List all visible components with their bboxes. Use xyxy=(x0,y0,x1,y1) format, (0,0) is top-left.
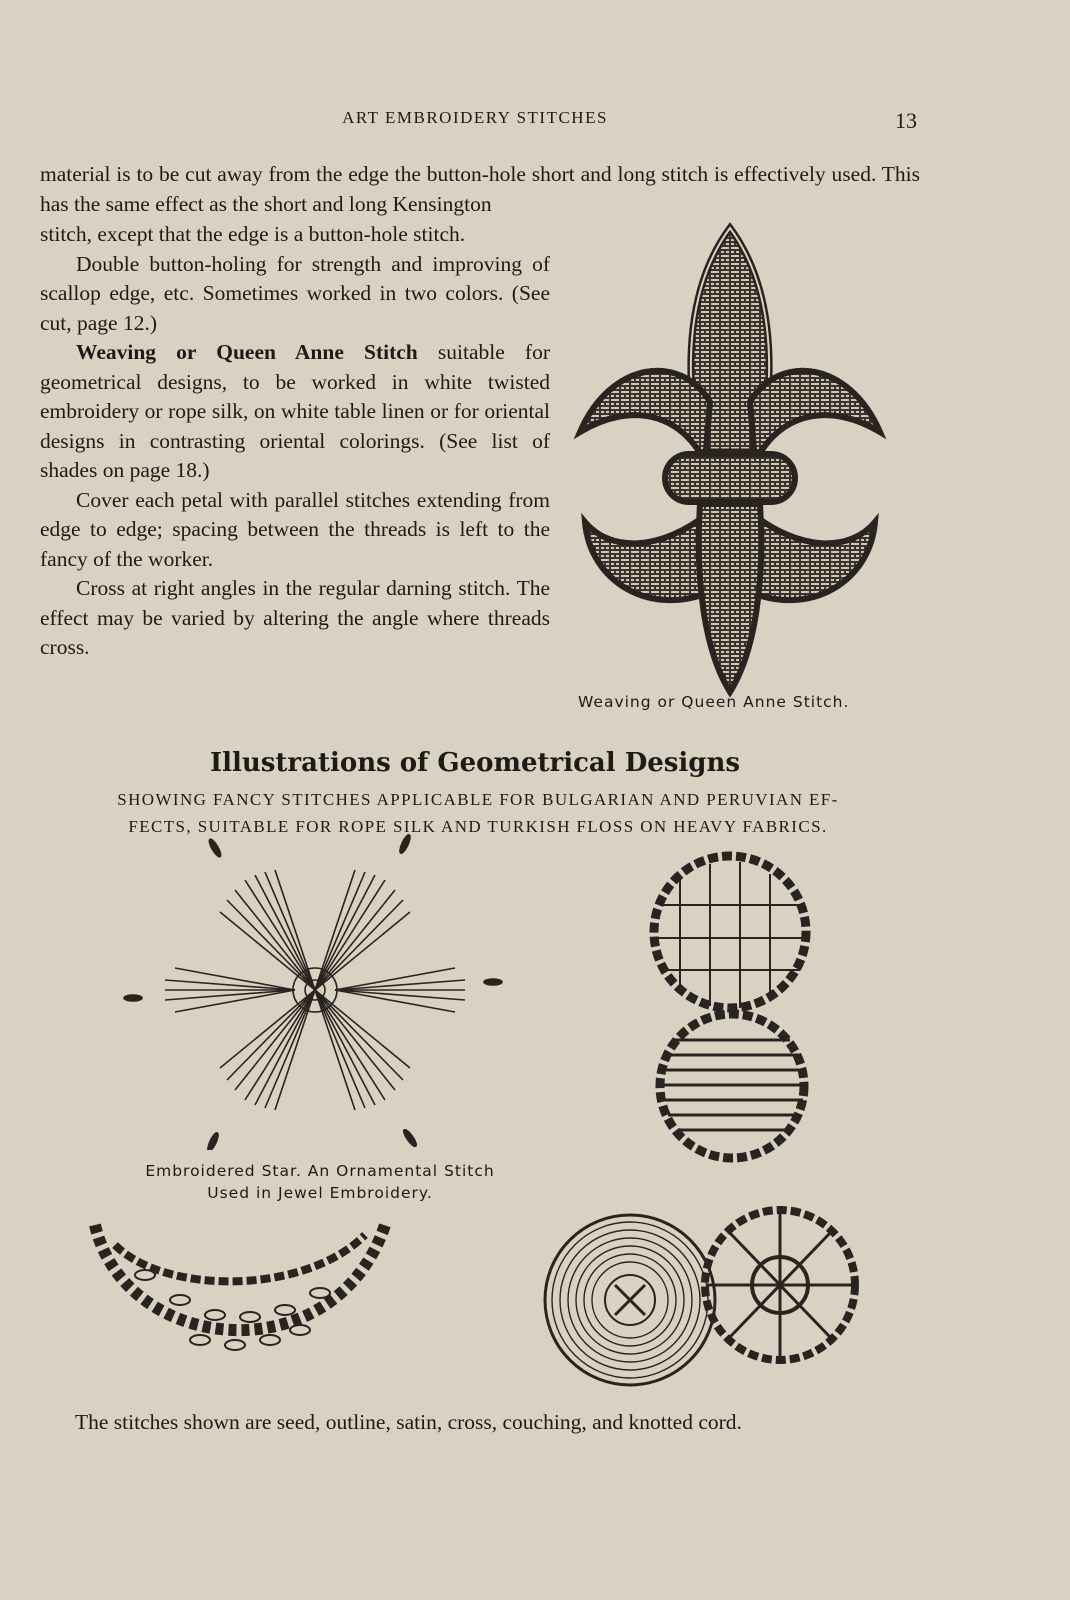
left-column xyxy=(40,220,550,663)
section-subtitle-line2: FECTS, SUITABLE FOR ROPE SILK AND TURKISH FLOSS ON HEAVY FABRICS. xyxy=(128,817,828,836)
cover-petal-paragraph: Cover each petal with parallel stitches extending from edge to edge; spacing between the threads is left to the fancy of the worker. xyxy=(40,487,550,571)
embroidered-star-illustration xyxy=(115,830,515,1150)
intro-block xyxy=(40,160,920,219)
weaving-lead: Weaving or Queen Anne Stitch xyxy=(76,340,418,364)
star-caption xyxy=(110,1160,530,1204)
weaving-paragraph xyxy=(40,338,550,486)
section-title: Illustrations of Geometrical Designs xyxy=(209,748,741,778)
crescent-cord-illustration xyxy=(85,1205,395,1395)
intro-continued: stitch, except that the edge is a button-hole stitch. xyxy=(40,222,466,246)
lattice-and-satin-circles-illustration xyxy=(640,850,830,1170)
section-subtitle-line1: SHOWING FANCY STITCHES APPLICABLE FOR BULGARIAN AND PERUVIAN EF- xyxy=(117,790,839,809)
star-caption-line2: Used in Jewel Embroidery. xyxy=(207,1184,433,1202)
fleur-caption: Weaving or Queen Anne Stitch. xyxy=(578,693,850,711)
double-buttonhole-paragraph: Double button-holing for strength and improving of scallop edge, etc. Sometimes worked in two colors. (See cut, page 12.) xyxy=(40,251,550,335)
wheel-circles-illustration xyxy=(535,1205,865,1395)
closing-line: The stitches shown are seed, outline, satin, cross, couching, and knotted cord. xyxy=(75,1410,742,1434)
running-header: ART EMBROIDERY STITCHES xyxy=(342,108,608,127)
star-caption-line1: Embroidered Star. An Ornamental Stitch xyxy=(145,1162,495,1180)
weaving-rest: suitable for geometrical designs, to be worked in white twisted embroidery or rope silk, on white table linen or for oriental designs in contrasting oriental colorings. (See list of shades on page 18.) xyxy=(40,340,550,482)
intro-text: material is to be cut away from the edge the button-hole short and long stitch is effectively used. This has the same effect as the short and long Kensington xyxy=(40,162,920,216)
fleur-de-lis-illustration xyxy=(570,222,890,710)
cross-angles-paragraph: Cross at right angles in the regular darning stitch. The effect may be varied by altering the angle where threads cross. xyxy=(40,576,550,659)
page-number: 13 xyxy=(895,108,917,133)
